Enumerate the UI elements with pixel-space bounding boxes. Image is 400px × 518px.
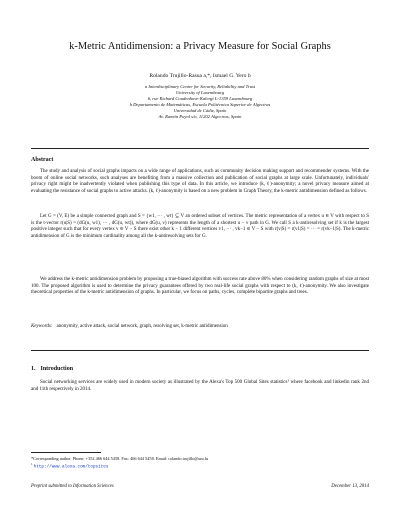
abstract-heading: Abstract (31, 157, 54, 163)
footer-date: December 13, 2014 (331, 484, 369, 489)
page-footer (31, 484, 369, 489)
footnote-url-link[interactable]: http://www.alexa.com/topsites (33, 464, 109, 470)
abstract-paragraph (31, 214, 369, 240)
paper-title: k-Metric Antidimension: a Privacy Measure for Social Graphs (69, 41, 331, 52)
affiliation-line: University of Luxembourg (175, 90, 225, 95)
abstract-paragraph-text: Let G = (V, E) be a simple connected graph and S = {w1, ··· , wt} ⊆ V an ordered subset of vertices. The metric representation of a vertex u ∈ V with respect to S is the t-vector r(u|S) = (dG(u, w1), ··· , dG(u, wt)), where dG(u, v) represents the length of a shortest u − v path in G. We call S a k-antiresolving set if k is the largest positive integer such that for every vertex v ∈ V − S there exist other k − 1 different vertices v1, ··· , vk−1 ∈ V − S with r(v|S) = r(v1|S) = ··· = r(vk−1|S). The k-metric antidimension of G is the minimum cardinality among all the k-antiresolving sets for G. (31, 214, 369, 239)
section-title: Introduction (40, 366, 74, 372)
footnote-mark: 1 (31, 462, 33, 466)
abstract-paragraph (31, 169, 369, 195)
abstract-paragraph-text: We address the k-metric antidimension problem by proposing a true-biased algorithm with success rate above 80% when considering random graphs of size at most 100. The proposed algorithm is used to determine the privacy guarantees offered by two real-life social graphs with respect to (k, ℓ)-anonymity. We also investigate theoretical properties of the k-metric antidimension of graphs. In particular, we focus on paths, cycles, complete bipartite graphs and trees. (31, 277, 369, 296)
author-line: Rolando Trujillo-Rasua a,*, Ismael G. Yero b (149, 73, 251, 79)
intro-paragraph (31, 380, 369, 393)
footnote-rule (31, 452, 101, 453)
affiliation-line: b Departamento de Matemáticas, Escuela Politécnica Superior de Algeciras (129, 102, 271, 107)
abstract-top-rule (31, 148, 369, 149)
keywords-label: Keywords: (31, 324, 53, 329)
abstract-bottom-rule (31, 350, 369, 351)
section-number: 1. (31, 366, 36, 372)
intro-text: Social networking services are widely used in modern society as illustrated by the Alexa's Top 500 Global Sites statistics¹ where facebook and linkedin rank 2nd and 11th respectively in 2014. (31, 380, 369, 392)
section-heading (31, 366, 73, 372)
abstract-paragraph (31, 277, 369, 297)
footnote-1 (31, 462, 369, 470)
footer-journal: Preprint submitted to Information Sciences (31, 484, 114, 489)
abstract-paragraph-text: The study and analysis of social graphs impacts on a wide range of applications, such as community decision making support and recommender systems. With the boom of online social networks, such analyses are benefiting from a massive collection and publication of social graphs at large scale. Unfortunately, individuals' privacy right might be inadvertently violated when publishing this type of data. In this article, we introduce (k, ℓ)-anonymity; a novel privacy measure aimed at evaluating the resistance of social graphs to active attacks. (k, ℓ)-anonymity is based on a new problem in Graph Theory, the k-metric antidimension defined as follows. (31, 169, 369, 194)
keywords-text: anonymity, active attack, social network, graph, resolving set, k-metric antidimension (56, 324, 228, 329)
affiliation-line: Av. Ramón Puyol s/n, 11202 Algeciras, Spain (158, 114, 242, 119)
affiliation-line: Universidad de Cádiz, Spain (173, 108, 227, 113)
keywords (31, 324, 369, 331)
footnote-corresponding: *Corresponding author. Phone: +352 466 644 5458. Fax: 466 644 5458. Email: rolando.trujillo@uni.lu (31, 456, 209, 461)
affiliation-line: 6, rue Richard Coudenhove-Kalergi L-1359 Luxembourg (147, 96, 253, 101)
affiliation-line: a Interdisciplinary Centre for Security, Reliability and Trust (144, 84, 256, 89)
